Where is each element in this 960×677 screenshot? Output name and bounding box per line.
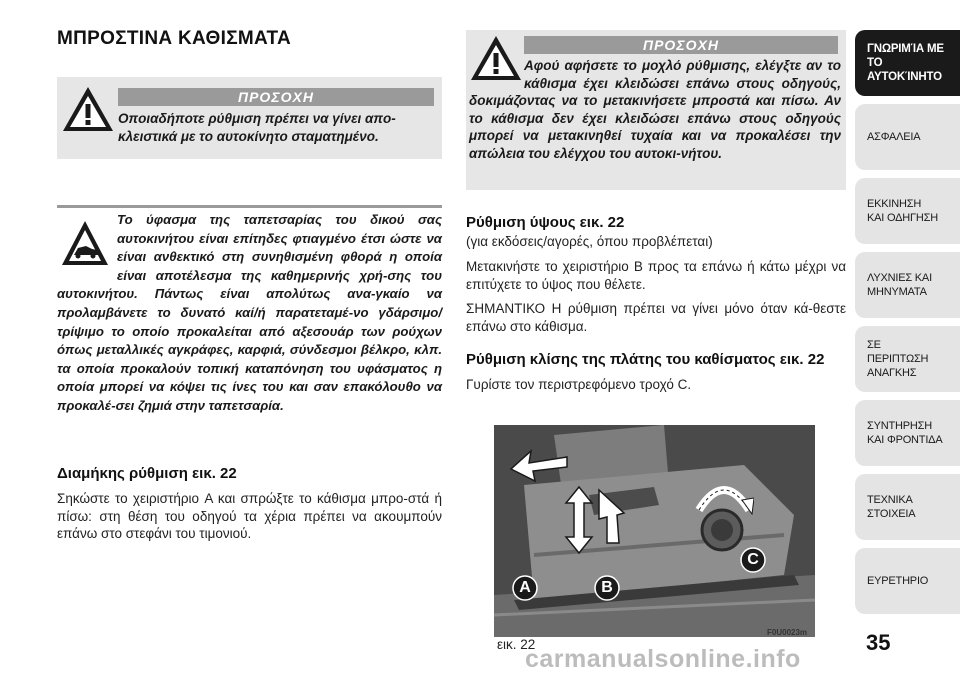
warning-text-right [469, 57, 841, 162]
warning-header-left: ΠΡΟΣΟΧΗ [118, 88, 434, 106]
text-height-1: Μετακινήστε το χειριστήριο B προς τα επάνω ή κάτω μέχρι να επιτύχετε το ύψος που θέλετε. [466, 259, 846, 292]
tab-maintenance[interactable] [855, 400, 960, 466]
text-height-2: ΣΗΜΑΝΤΙΚΟ Η ρύθμιση πρέπει να γίνει μόνο όταν κά-θεστε επάνω στο κάθισμα. [466, 301, 846, 334]
tab-technical-data[interactable] [855, 474, 960, 540]
arrow-rotate-icon [694, 470, 754, 515]
tab-starting-driving[interactable] [855, 178, 960, 244]
tab-label: ΕΚΚΙΝΗΣΗ ΚΑΙ ΟΔΗΓΗΣΗ [867, 198, 938, 224]
tab-emergency[interactable] [855, 326, 960, 392]
warning-triangle-icon [61, 85, 115, 133]
tab-label: ΛΥΧΝΙΕΣ ΚΑΙ ΜΗΝΥΜΑΤΑ [867, 272, 932, 298]
heading-height: Ρύθμιση ύψους εικ. 22 [466, 214, 625, 231]
warning-box-right [466, 30, 846, 190]
label-b: B [601, 579, 613, 596]
text-longitudinal: Σηκώστε το χειριστήριο A και σπρώξτε το κάθισμα μπρο-στά ή πίσω: στη θέση του οδηγού τα χέρια πρέπει να ακουμπούν επάνω στο στεφάνι του τιμονιού. [57, 491, 442, 541]
warning-text-right-content: Αφού αφήσετε το μοχλό ρύθμισης, ελέγξτε αν το κάθισμα έχει κλειδώσει επάνω στους οδηγούς, δοκιμάζοντας να το μετακινήσετε μπροστά και πίσω. Αν το κάθισμα δεν έχει κλειδώσει επάνω στους οδηγούς μπορεί να μετακινηθεί τυχαία και να προκαλέσει την απώλεια του ελέγχου του αυτοκι-νήτου. [469, 58, 841, 161]
text-backrest: Γυρίστε τον περιστρεφόμενο τροχό C. [466, 377, 692, 392]
tab-getting-to-know[interactable] [855, 30, 960, 96]
tab-label: ΣΥΝΤΗΡΗΣΗ ΚΑΙ ΦΡΟΝΤΙΔΑ [867, 420, 943, 446]
note-icon-spacer [57, 211, 117, 281]
watermark: carmanualsonline.info [525, 645, 801, 673]
tab-label: ΕΥΡΕΤΗΡΙΟ [867, 575, 929, 587]
tab-label: ΓΝΩΡΙΜΊΑ ΜΕ ΤΟ ΑΥΤΟΚΊΝΗΤΟ [867, 43, 944, 83]
warning-box-left [57, 77, 442, 159]
heading-backrest: Ρύθμιση κλίσης της πλάτης του καθίσματος εικ. 22 [466, 351, 825, 368]
arrow-lever-icon [589, 485, 629, 545]
page-title: ΜΠΡΟΣΤΙΝΑ ΚΑΘΙΣΜΑΤΑ [57, 28, 291, 49]
subheading-height: (για εκδόσεις/αγορές, όπου προβλέπεται) [466, 234, 713, 249]
tab-label: ΑΣΦΑΛΕΙΑ [867, 131, 921, 143]
tab-lights-messages[interactable] [855, 252, 960, 318]
tab-label: ΣΕ ΠΕΡΙΠΤΩΣΗ ΑΝΑΓΚΗΣ [867, 339, 929, 379]
warning-header-right: ΠΡΟΣΟΧΗ [524, 36, 838, 54]
label-a: A [519, 579, 531, 596]
heading-longitudinal: Διαμήκης ρύθμιση εικ. 22 [57, 465, 237, 482]
warning-text-left: Οποιαδήποτε ρύθμιση πρέπει να γίνει απο-κλειστικά με το αυτοκίνητο σταματημένο. [118, 111, 396, 144]
warning-icon-spacer [469, 57, 524, 89]
figure-code: F0U0023m [767, 628, 808, 637]
tab-safety[interactable] [855, 104, 960, 170]
tab-label: ΤΕΧΝΙΚΑ ΣΤΟΙΧΕΙΑ [867, 494, 916, 520]
tab-index[interactable] [855, 548, 960, 614]
seat-adjustment-figure [494, 425, 815, 637]
note-rule [57, 205, 442, 208]
page-number: 35 [866, 630, 891, 655]
note-text: Το ύφασμα της ταπετσαρίας του δικού σας αυτοκινήτου είναι επίτηδες φτιαγμένο έτσι ώστε να είναι ανθεκτικό στη συνηθισμένη φθορά η οποία είναι αποτέλεσμα της καθημερινής χρή-σης του αυτοκινήτου. Πάντως είναι απολύτως ανα-γκαίο να προλαμβάνετε το δυνατό καί/ή παρατεταμέ-νο γδάρσιμο/τρίψιμο το οποίο προκαλείται από αξεσουάρ των ρούχων όπως μεταλλικές αγκράφες, καρφιά, σύνδεσμοι βέλκρο, κλπ. τα οποία προκαλούν τοπική καταπόνηση του υφάσματος η οποία μπορεί να κόψει τις ίνες του και σαν επακόλουθο να προκαλέ-σει ζημιά στην ταπετσαρία. [57, 212, 442, 413]
label-c: C [747, 551, 759, 568]
figure-caption: εικ. 22 [497, 637, 536, 652]
arrow-forward-icon [509, 445, 569, 485]
